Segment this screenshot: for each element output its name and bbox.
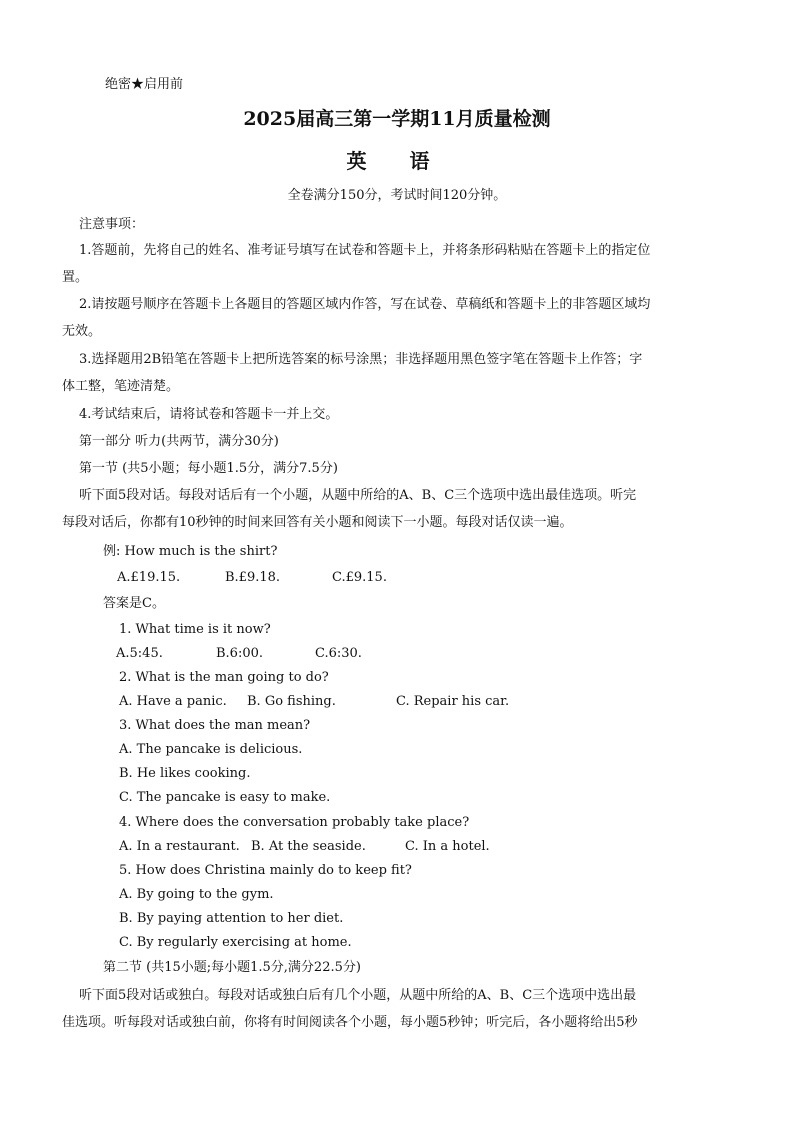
notice-item-1-line2: 置。	[62, 270, 89, 285]
q5-option-b: B. By paying attention to her diet.	[119, 911, 344, 926]
notice-item-3-line2: 体工整，笔迹清楚。	[62, 379, 180, 394]
q2-option-a: A. Have a panic.	[119, 694, 227, 709]
q4-option-a: A. In a restaurant.	[119, 839, 240, 854]
part1-heading: 第一部分 听力(共两节，满分30分)	[79, 434, 279, 449]
example-option-b: B.£9.18.	[225, 570, 281, 585]
notice-item-3-line1: 3.选择题用2B铅笔在答题卡上把所选答案的标号涂黑；非选择题用黑色签字笔在答题卡上作答；字	[79, 352, 643, 367]
section2-instructions-line2: 佳选项。听每段对话或独白前，你将有时间阅读各个小题，每小题5秒钟；听完后，各小题将给出5秒	[62, 1015, 638, 1030]
q4-option-b: B. At the seaside.	[251, 839, 366, 854]
example-option-c: C.£9.15.	[332, 570, 387, 585]
notice-item-1-line1: 1.答题前，先将自己的姓名、准考证号填写在试卷和答题卡上，并将条形码粘贴在答题卡上的指定位	[79, 243, 651, 258]
notice-item-2-line1: 2.请按题号顺序在答题卡上各题目的答题区域内作答，写在试卷、草稿纸和答题卡上的非答题区域均	[79, 297, 651, 312]
q2-option-b: B. Go fishing.	[247, 694, 336, 709]
confidential-mark: 绝密★启用前	[105, 77, 184, 92]
question-4: 4. Where does the conversation probably take place?	[119, 815, 470, 830]
q1-option-a: A.5:45.	[116, 646, 163, 661]
question-1: 1. What time is it now?	[119, 622, 271, 637]
question-3: 3. What does the man mean?	[119, 718, 311, 733]
question-5: 5. How does Christina mainly do to keep fit?	[119, 863, 412, 878]
q3-option-c: C. The pancake is easy to make.	[119, 790, 331, 805]
example-option-a: A.£19.15.	[117, 570, 181, 585]
notice-item-2-line2: 无效。	[62, 324, 102, 339]
q1-option-b: B.6:00.	[216, 646, 264, 661]
score-info: 全卷满分150分，考试时间120分钟。	[287, 188, 507, 203]
subject-title: 英 语	[346, 149, 448, 173]
q1-option-c: C.6:30.	[315, 646, 362, 661]
q4-option-c: C. In a hotel.	[405, 839, 490, 854]
q2-option-c: C. Repair his car.	[396, 694, 510, 709]
q5-option-a: A. By going to the gym.	[119, 887, 274, 902]
q5-option-c: C. By regularly exercising at home.	[119, 935, 352, 950]
section1-heading: 第一节 (共5小题；每小题1.5分，满分7.5分)	[79, 461, 338, 476]
section1-instructions-line1: 听下面5段对话。每段对话后有一个小题，从题中所给的A、B、C三个选项中选出最佳选项。听完	[79, 488, 637, 503]
question-2: 2. What is the man going to do?	[119, 670, 329, 685]
section1-instructions-line2: 每段对话后，你都有10秒钟的时间来回答有关小题和阅读下一小题。每段对话仅读一遍。	[62, 515, 573, 530]
example-answer: 答案是C。	[103, 596, 165, 611]
q3-option-a: A. The pancake is delicious.	[119, 742, 303, 757]
exam-title: 2025届高三第一学期11月质量检测	[243, 108, 551, 130]
section2-heading: 第二节 (共15小题;每小题1.5分,满分22.5分)	[103, 960, 361, 975]
q3-option-b: B. He likes cooking.	[119, 766, 251, 781]
section2-instructions-line1: 听下面5段对话或独白。每段对话或独白后有几个小题，从题中所给的A、B、C三个选项中选出最	[79, 988, 637, 1003]
notice-heading: 注意事项：	[79, 217, 145, 232]
notice-item-4: 4.考试结束后，请将试卷和答题卡一并上交。	[79, 407, 339, 422]
example-question: 例: How much is the shirt?	[103, 544, 278, 559]
